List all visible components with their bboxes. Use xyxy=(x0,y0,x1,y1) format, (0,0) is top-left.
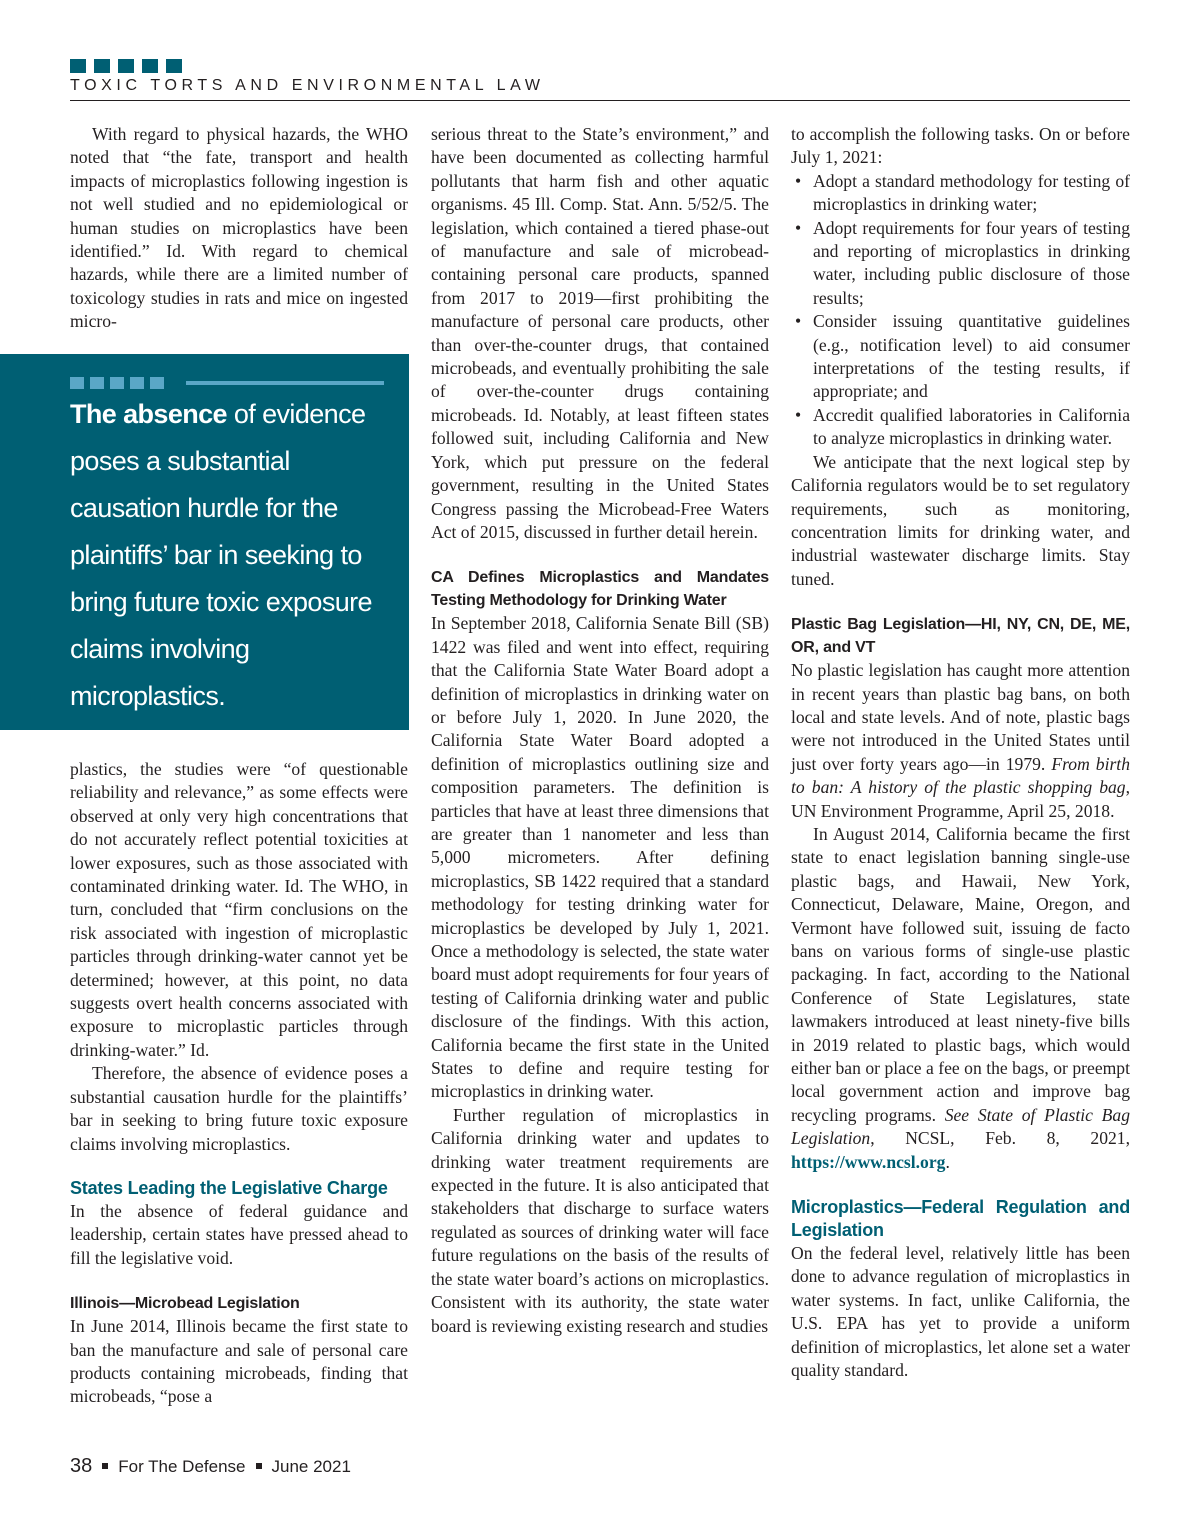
paragraph: to accomplish the following tasks. On or before July 1, 2021: xyxy=(791,124,1130,168)
paragraph: Further regulation of microplastics in California drinking water and updates to drinking water treatment requirements are expected in the future. It is also anticipated that stakeholders that discharge to surface waters regulated as sources of drinking water will face future regulations on the basis of the results of the state water board’s actions on microplastics. Consistent with its authority, the state water board is reviewing existing research and studies xyxy=(431,1104,769,1336)
header-squares xyxy=(70,59,182,73)
page-number: 38 xyxy=(70,1455,93,1477)
pull-quote-rest: of evidence poses a substantial causation hurdle for the plaintiffs’ bar in seeking to bring future toxic exposure claims involving microplastics. xyxy=(70,399,372,711)
paragraph: In June 2014, Illinois became the first state to ban the manufacture and sale of personal care products containing microbeads, finding that microbeads, “pose a xyxy=(70,1316,408,1407)
citation-title: See State of Plastic Bag Legislation xyxy=(791,1104,1130,1149)
citation-title: From birth to ban: A history of the plastic shopping bag xyxy=(791,753,1130,798)
column-1-bottom xyxy=(70,758,408,1409)
paragraph: With regard to physical hazards, the WHO noted that “the fate, transport and health impacts of microplastics following ingestion is not well studied and no epidemiological or human studies on microplastics have been identified.” Id. With regard to chemical hazards, while there are a limited number of toxicology studies in rats and mice on ingested micro- xyxy=(70,124,408,332)
list-item: • Adopt a standard methodology for testing of microplastics in drinking water; xyxy=(791,170,1130,217)
callout-squares xyxy=(70,377,164,389)
paragraph: We anticipate that the next logical step by California regulators would be to set regulatory requirements, such as monitoring, concentration limits for drinking water, and industrial wastewater discharge limits. Stay tuned. xyxy=(791,451,1130,589)
column-2 xyxy=(431,123,769,1338)
text-run: No plastic legislation has caught more attention in recent years than plastic bag bans, on both local and state levels. And of note, plastic bags were not introduced in the United States until just over forty years ago—in 1979. xyxy=(791,660,1130,774)
task-list xyxy=(791,170,1130,451)
heading-illinois: Illinois—Microbead Legislation xyxy=(70,1295,300,1313)
paragraph: On the federal level, relatively little has been done to advance regulation of microplastics in water systems. In fact, unlike California, the U.S. EPA has yet to provide a uniform definition of microplastics, let alone set a water quality standard. xyxy=(791,1243,1130,1381)
paragraph: In September 2018, California Senate Bill (SB) 1422 was filed and went into effect, requiring that the California State Water Board adopt a definition of microplastics in drinking water on or before July 1, 2020. In June 2020, the California State Water Board adopted a definition of microplastics outlining size and composition parameters. The definition is particles that have at least three dimensions that are greater than 1 nanometer and less than 5,000 micrometers. After defining microplastics, SB 1422 required that a standard methodology for testing drinking water for microplastics be developed by July 1, 2021. Once a methodology is selected, the state water board must adopt requirements for four years of testing of California drinking water and public disclosure of the findings. With this action, California became the first state in the United States to define and require testing for microplastics in drinking water. xyxy=(431,613,769,1102)
heading-plastic-bag: Plastic Bag Legislation—HI, NY, CN, DE, ME, OR, and VT xyxy=(791,616,1130,657)
issue-date: June 2021 xyxy=(271,1457,351,1476)
header-rule xyxy=(70,100,1130,101)
page-footer xyxy=(70,1455,351,1478)
pull-quote xyxy=(0,354,409,730)
list-item: • Consider issuing quantitative guidelines (e.g., notification level) to aid consumer interpretations of the testing results, if appropriate; and xyxy=(791,310,1130,404)
pull-quote-text xyxy=(70,391,390,720)
paragraph: In the absence of federal guidance and leadership, certain states have pressed ahead to fill the legislative void. xyxy=(70,1200,408,1268)
list-item: • Accredit qualified laboratories in California to analyze microplastics in drinking water. xyxy=(791,404,1130,451)
footer-separator xyxy=(102,1463,108,1469)
footer-separator xyxy=(256,1463,262,1469)
pull-quote-lead: The absence xyxy=(70,399,227,429)
text-run: . xyxy=(945,1151,950,1172)
paragraph xyxy=(791,659,1130,823)
callout-rule xyxy=(186,381,384,385)
ncsl-link[interactable]: https://www.ncsl.org xyxy=(791,1151,946,1172)
heading-states-leading: States Leading the Legislative Charge xyxy=(70,1177,388,1198)
text-run: In August 2014, California became the first state to enact legislation banning single-use plastic bags, and Hawaii, New York, Connecticut, Delaware, Maine, Oregon, and Vermont have followed suit, issuing de facto bans on various forms of single-use plastic packaging. In fact, according to the National Conference of State Legislatures, state lawmakers introduced at least ninety-five bills in 2019 related to plastic bags, which would either ban or place a fee on the bags, or preempt local government action and improve bag recycling programs. xyxy=(791,823,1130,1125)
paragraph: serious threat to the State’s environment,” and have been documented as collecting harmful pollutants that harm fish and other aquatic organisms. 45 Ill. Comp. Stat. Ann. 5/52/5. The legislation, which contained a tiered phase-out of manufacture and sale of microbead-containing personal care products, spanned from 2017 to 2019—first prohibiting the manufacture of personal care products, other than over-the-counter drugs, that contained microbeads, and eventually prohibiting the sale of over-the-counter drugs containing microbeads. Id. Notably, at least fifteen states followed suit, including California and New York, which put pressure on the federal government, resulting in the United States Congress passing the Microbead-Free Waters Act of 2015, discussed in further detail herein. xyxy=(431,124,769,542)
heading-ca-defines: CA Defines Microplastics and Mandates Testing Methodology for Drinking Water xyxy=(431,569,769,610)
column-1-top xyxy=(70,123,408,334)
column-3 xyxy=(791,123,1130,1383)
publication-name: For The Defense xyxy=(118,1457,246,1476)
section-title: TOXIC TORTS AND ENVIRONMENTAL LAW xyxy=(70,77,545,94)
text-run: , NCSL, Feb. 8, 2021, xyxy=(870,1128,1130,1149)
list-item: • Adopt requirements for four years of testing and reporting of microplastics in drinking water, including public disclosure of those results; xyxy=(791,217,1130,311)
paragraph: plastics, the studies were “of questionable reliability and relevance,” as some effects were observed at only very high concentrations that do not accurately reflect potential toxicities at lower exposures, such as those associated with contaminated drinking water. Id. The WHO, in turn, concluded that “firm conclusions on the risk associated with ingestion of microplastic particles through drinking-water cannot yet be determined; however, at this point, no data suggests overt health concerns associated with exposure to microplastic particles through drinking-water.” Id. xyxy=(70,759,408,1060)
text-run: , UN Environment Programme, April 25, 2018. xyxy=(791,777,1130,821)
heading-federal: Microplastics—Federal Regulation and Legislation xyxy=(791,1197,1130,1241)
paragraph: Therefore, the absence of evidence poses a substantial causation hurdle for the plaintiffs’ bar in seeking to bring future toxic exposure claims involving microplastics. xyxy=(70,1063,408,1154)
paragraph xyxy=(791,823,1130,1174)
